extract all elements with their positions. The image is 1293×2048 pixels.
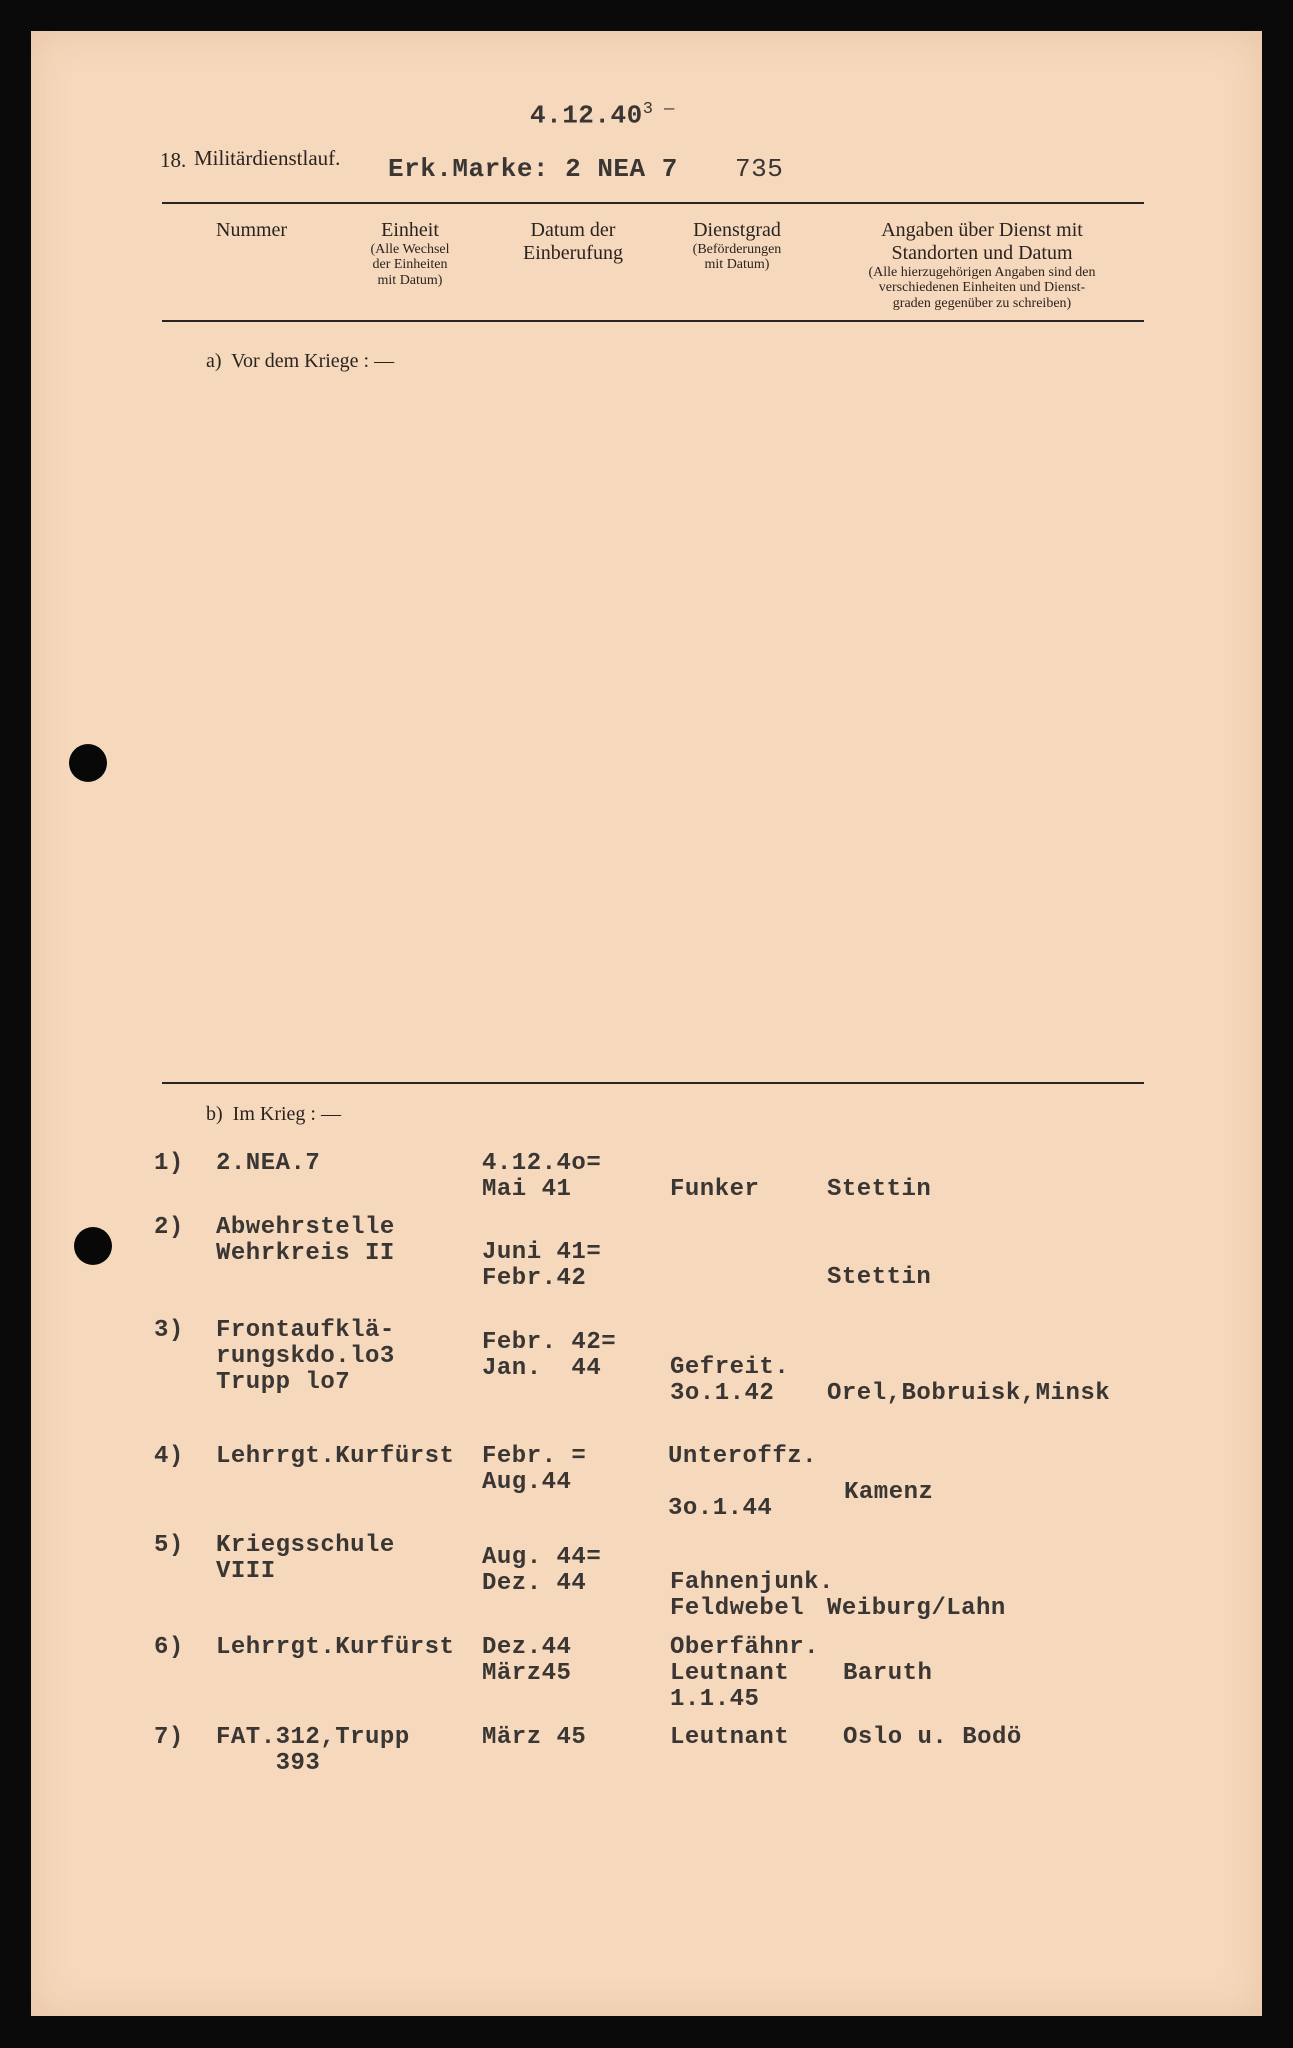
top-date-value: 4.12.40 xyxy=(530,100,643,131)
entry-7-place: Oslo u. Bodö xyxy=(843,1724,1022,1751)
entry-1-rank: Funker xyxy=(670,1176,760,1203)
col-einheit-note-2: der Einheiten xyxy=(372,257,448,273)
section-number: 18. xyxy=(160,148,187,172)
col-datum-line-1: Datum der xyxy=(530,219,616,241)
entry-4-rank: Unteroffz. 3o.1.44 xyxy=(668,1443,818,1522)
entry-6-date: Dez.44 März45 xyxy=(482,1634,572,1687)
entry-3-place: Orel,Bobruisk,Minsk xyxy=(827,1380,1111,1407)
entry-6-place: Baruth xyxy=(843,1660,933,1687)
entry-3-date: Febr. 42= Jan. 44 xyxy=(482,1329,617,1382)
col-angaben-line-2: Standorten und Datum xyxy=(891,242,1073,264)
entry-2-place: Stettin xyxy=(827,1264,932,1291)
entry-1-date: 4.12.4o= Mai 41 xyxy=(482,1150,602,1203)
punch-hole-bottom xyxy=(74,1227,112,1265)
entry-4-date: Febr. = Aug.44 xyxy=(482,1443,587,1496)
entry-7-date: März 45 xyxy=(482,1724,587,1751)
col-datum xyxy=(498,219,648,265)
col-einheit xyxy=(340,219,480,288)
top-date xyxy=(530,100,675,131)
entry-7-number: 7) xyxy=(154,1724,184,1751)
entry-2-date: Juni 41= Febr.42 xyxy=(482,1239,602,1292)
col-datum-line-2: Einberufung xyxy=(523,242,623,264)
erk-marke: Erk.Marke: 2 NEA 7 xyxy=(388,154,678,184)
col-dienstgrad-title: Dienstgrad xyxy=(693,219,781,241)
entry-3-unit: Frontaufklä- rungskdo.lo3 Trupp lo7 xyxy=(216,1317,395,1396)
entry-1-place: Stettin xyxy=(827,1176,932,1203)
col-angaben-note-3: graden gegenüber zu schreiben) xyxy=(892,295,1072,311)
col-einheit-note-3: mit Datum) xyxy=(377,272,443,288)
entry-6-unit: Lehrrgt.Kurfürst xyxy=(216,1634,455,1661)
col-dienstgrad-note-2: mit Datum) xyxy=(704,257,770,273)
entry-5-place: Weiburg/Lahn xyxy=(827,1595,1006,1622)
col-einheit-title: Einheit xyxy=(381,219,439,241)
war-separator-rule xyxy=(162,1082,1144,1084)
entry-1-number: 1) xyxy=(154,1150,184,1177)
col-angaben xyxy=(812,219,1152,311)
header-top-rule xyxy=(162,202,1144,204)
document-page xyxy=(31,31,1262,2016)
entry-3-rank: Gefreit. 3o.1.42 xyxy=(670,1354,790,1407)
top-date-superscript: 3 — xyxy=(642,100,675,119)
col-angaben-note-1: (Alle hierzugehörigen Angaben sind den xyxy=(868,265,1096,280)
col-einheit-note-1: (Alle Wechsel xyxy=(370,242,450,257)
entry-6-number: 6) xyxy=(154,1634,184,1661)
punch-hole-top xyxy=(69,744,107,782)
entry-5-rank: Fahnenjunk. Feldwebel xyxy=(670,1569,834,1622)
col-dienstgrad xyxy=(667,219,807,273)
entry-7-unit: FAT.312,Trupp 393 xyxy=(216,1724,410,1777)
entry-7-rank: Leutnant xyxy=(670,1724,790,1751)
entry-3-number: 3) xyxy=(154,1317,184,1344)
entry-1-unit: 2.NEA.7 xyxy=(216,1150,321,1177)
entry-4-place: Kamenz xyxy=(844,1479,934,1506)
entry-2-unit: Abwehrstelle Wehrkreis II xyxy=(216,1214,395,1267)
section-before-war: a) Vor dem Kriege : — xyxy=(206,350,395,372)
entry-5-unit: Kriegsschule VIII xyxy=(216,1532,395,1585)
entry-2-number: 2) xyxy=(154,1214,184,1241)
section-in-war: b) Im Krieg : — xyxy=(206,1103,341,1125)
col-dienstgrad-note-1: (Beförderungen xyxy=(692,242,782,257)
col-nummer: Nummer xyxy=(216,219,288,241)
entry-5-number: 5) xyxy=(154,1532,184,1559)
erk-number: 735 xyxy=(735,154,784,184)
header-bottom-rule xyxy=(162,320,1144,322)
entry-5-date: Aug. 44= Dez. 44 xyxy=(482,1544,602,1597)
col-angaben-note-2: verschiedenen Einheiten und Dienst- xyxy=(878,280,1086,296)
col-angaben-line-1: Angaben über Dienst mit xyxy=(881,219,1083,241)
entry-4-number: 4) xyxy=(154,1443,184,1470)
entry-4-unit: Lehrrgt.Kurfürst xyxy=(216,1443,455,1470)
entry-6-rank: Oberfähnr. Leutnant 1.1.45 xyxy=(670,1634,820,1713)
section-title: Militärdienstlauf. xyxy=(194,146,341,170)
